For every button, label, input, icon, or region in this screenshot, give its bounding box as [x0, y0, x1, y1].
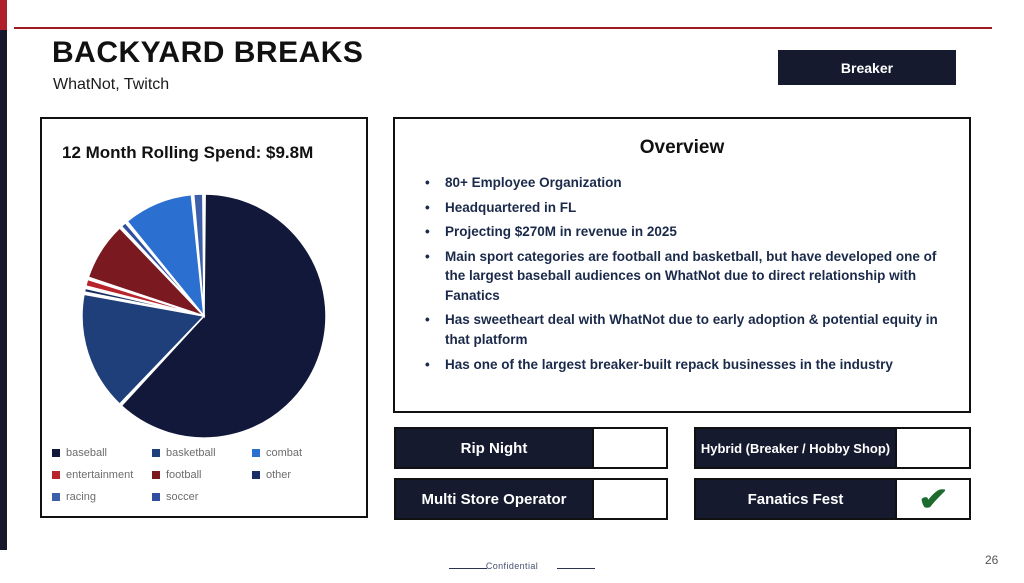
- legend-swatch-other: [252, 471, 260, 479]
- legend-swatch-combat: [252, 449, 260, 457]
- legend-label-soccer: soccer: [166, 491, 199, 503]
- list-item: • Main sport categories are football and basketball, but have developed one of the largest baseball audiences on WhatNot due to direct relationship with Fanatics: [419, 247, 951, 306]
- tag-hybrid[interactable]: [694, 427, 971, 469]
- tag-rip-night-label: Rip Night: [396, 429, 592, 467]
- legend-item-football: [152, 469, 252, 481]
- legend-label-entertainment: entertainment: [66, 469, 134, 481]
- tag-hybrid-checkbox[interactable]: [895, 429, 969, 467]
- tag-multi-store-operator-label: Multi Store Operator: [396, 480, 592, 518]
- edge-accent-red: [0, 0, 7, 30]
- tag-multi-store-operator-checkbox[interactable]: [592, 480, 666, 518]
- legend-swatch-entertainment: [52, 471, 60, 479]
- chart-legend: [52, 447, 352, 513]
- tag-hybrid-label: Hybrid (Breaker / Hobby Shop): [696, 429, 895, 467]
- legend-label-football: football: [166, 469, 202, 481]
- legend-row: [52, 491, 352, 503]
- tag-fanatics-fest[interactable]: [694, 478, 971, 520]
- top-rule: [14, 27, 992, 29]
- legend-label-racing: racing: [66, 491, 96, 503]
- overview-title: Overview: [639, 137, 725, 158]
- legend-label-baseball: baseball: [66, 447, 107, 459]
- list-item: • Headquartered in FL: [419, 198, 951, 218]
- page-number: 26: [985, 553, 999, 567]
- edge-accent-dark: [0, 30, 7, 550]
- spend-title: 12 Month Rolling Spend: $9.8M: [62, 143, 314, 162]
- list-item: • Has sweetheart deal with WhatNot due to early adoption & potential equity in that platform: [419, 310, 951, 349]
- spend-pie-chart: [80, 192, 328, 440]
- legend-swatch-soccer: [152, 493, 160, 501]
- page-title: BACKYARD BREAKS: [52, 36, 364, 69]
- legend-label-basketball: basketball: [166, 447, 216, 459]
- tag-rip-night[interactable]: [394, 427, 668, 469]
- page-subtitle: WhatNot, Twitch: [53, 76, 170, 93]
- legend-item-other: [252, 469, 352, 481]
- tag-multi-store-operator[interactable]: [394, 478, 668, 520]
- tag-fanatics-fest-label: Fanatics Fest: [696, 480, 895, 518]
- legend-item-combat: [252, 447, 352, 459]
- legend-label-other: other: [266, 469, 292, 481]
- overview-bullet-list: [395, 173, 969, 374]
- list-item: • 80+ Employee Organization: [419, 173, 951, 193]
- legend-label-combat: combat: [266, 447, 303, 459]
- footer-label: Confidential: [485, 561, 539, 571]
- legend-row: [52, 447, 352, 459]
- legend-swatch-basketball: [152, 449, 160, 457]
- left-edge-bar: [0, 0, 14, 583]
- legend-item-entertainment: [52, 469, 152, 481]
- breaker-badge: Breaker: [778, 50, 956, 85]
- pie-svg: [80, 192, 328, 440]
- list-item: • Has one of the largest breaker-built repack businesses in the industry: [419, 355, 951, 375]
- list-item: • Projecting $270M in revenue in 2025: [419, 222, 951, 242]
- legend-item-baseball: [52, 447, 152, 459]
- check-icon: ✔: [917, 481, 949, 517]
- legend-item-basketball: [152, 447, 252, 459]
- tag-fanatics-fest-checkbox[interactable]: [895, 480, 969, 518]
- legend-item-soccer: [152, 491, 252, 503]
- legend-row: [52, 469, 352, 481]
- legend-swatch-baseball: [52, 449, 60, 457]
- tag-rip-night-checkbox[interactable]: [592, 429, 666, 467]
- legend-swatch-racing: [52, 493, 60, 501]
- legend-swatch-football: [152, 471, 160, 479]
- overview-card: [393, 117, 971, 413]
- footer-rule-right: [557, 568, 595, 569]
- legend-item-racing: [52, 491, 152, 503]
